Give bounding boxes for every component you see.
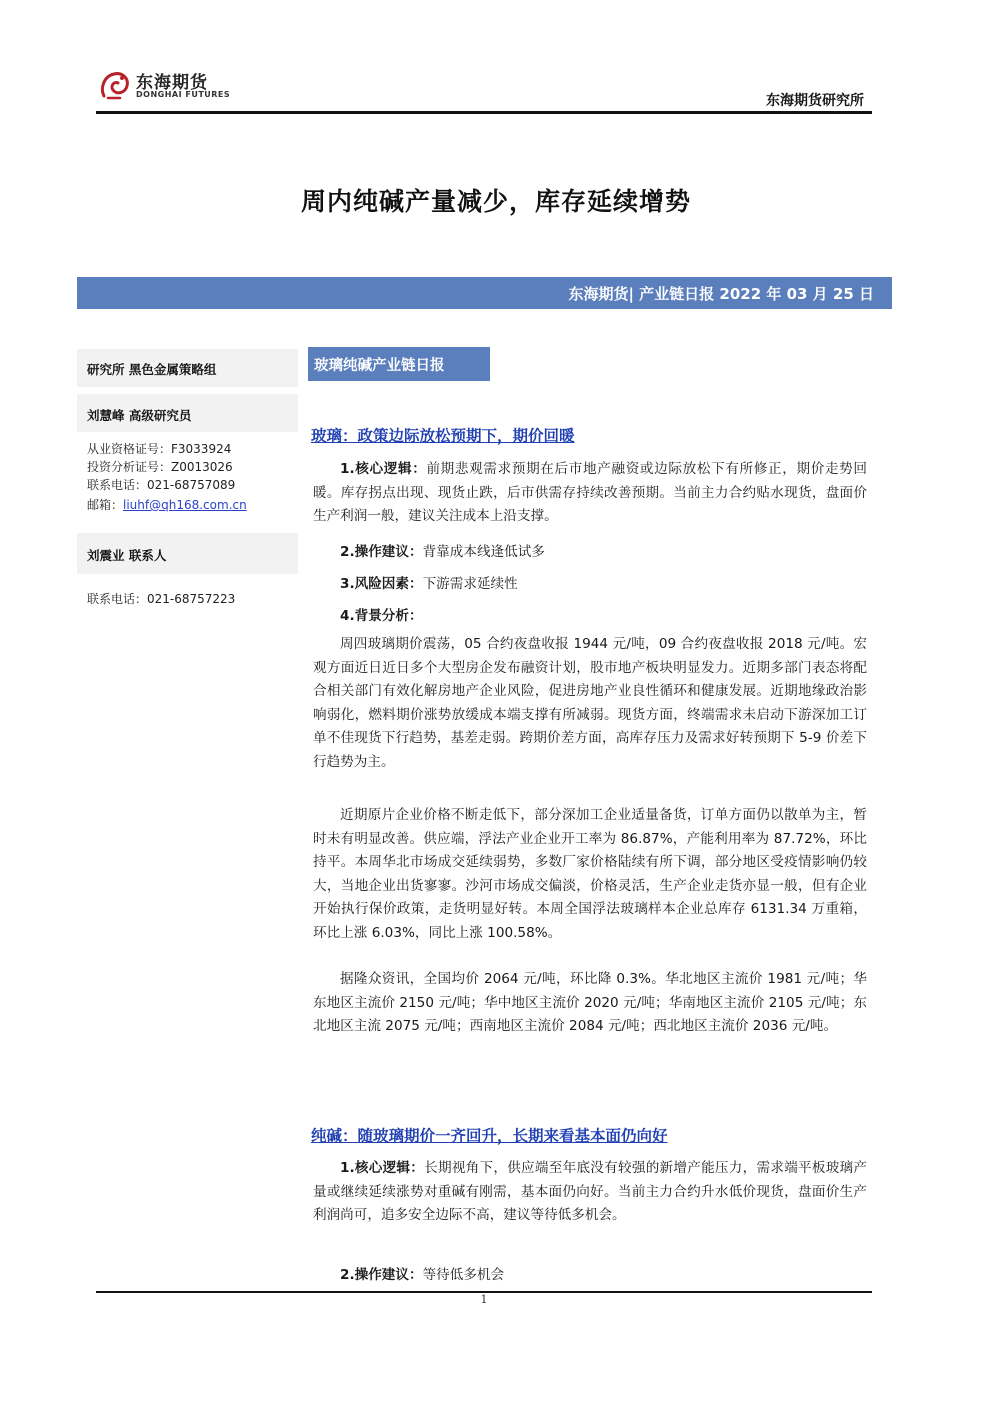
header-organization: 东海期货研究所 — [766, 93, 864, 109]
analyst-cert-2: 投资分析证号：Z0013026 — [87, 460, 233, 474]
glass-background-para-2: 近期原片企业价格不断走低下，部分深加工企业适量备货，订单方面仍以散单为主，暂时未有明显改善。供应端，浮法产业企业开工率为 86.87%，产能利用率为 87.72%，环比持平。本周华北市场成交延续弱势，多数厂家价格陆续有所下调，部分地区受疫情影响仍较大，当地企业出货寥寥。沙河市场成交偏淡，价格灵活，生产企业走货亦显一般，但有企业开始执行保价政策，走货明显好转。本周全国浮法玻璃样本企业总库存 6131.34 万重箱，环比上涨 6.03%，同比上涨 100.58%。 — [313, 807, 867, 941]
soda-advice-label: 2.操作建议： — [340, 1267, 423, 1283]
glass-background-para-1: 周四玻璃期价震荡，05 合约夜盘收报 1944 元/吨，09 合约夜盘收报 2018 元/吨。宏观方面近日近日多个大型房企发布融资计划，股市地产板块明显发力。近期多部门表态将配合相关部门有效化解房地产企业风险，促进房地产业良性循环和健康发展。近期地缘政治影响弱化，燃料期价涨势放缓成本端支撑有所减弱。现货方面，终端需求未启动下游深加工订单不佳现货下行趋势，基差走弱。跨期价差方面，高库存压力及需求好转预期下 5-9 价差下行趋势为主。 — [313, 636, 867, 770]
glass-advice-label: 2.操作建议： — [340, 544, 423, 560]
glass-risk — [340, 572, 518, 592]
glass-heading[interactable]: 玻璃：政策边际放松预期下，期价回暖 — [311, 427, 575, 445]
glass-logic-text: 前期悲观需求预期在后市地产融资或边际放松下有所修正，期价走势回暖。库存拐点出现、现货止跌，后市供需存持续改善预期。当前主力合约贴水现货，盘面价生产利润一般，建议关注成本上沿支撑。 — [313, 461, 868, 525]
soda-advice-text: 等待低多机会 — [422, 1267, 505, 1283]
glass-risk-label: 3.风险因素： — [340, 576, 423, 592]
analyst-email-row — [87, 496, 247, 513]
soda-logic-text: 长期视角下，供应端至年底没有较强的新增产能压力，需求端平板玻璃产量或继续延续涨势对重碱有刚需，基本面仍向好。当前主力合约升水低价现货，盘面价生产利润尚可，追多安全边际不高，建议等待低多机会。 — [313, 1160, 868, 1224]
analyst-name-title: 刘慧峰 高级研究员 — [87, 408, 192, 423]
logo-chinese-name: 东海期货 — [136, 73, 208, 93]
analyst-phone: 联系电话：021-68757089 — [87, 478, 236, 492]
logo-english-name: DONGHAI FUTURES — [136, 90, 231, 99]
section-label-box — [308, 347, 490, 381]
soda-core-logic — [313, 1157, 867, 1228]
header-divider — [96, 111, 872, 114]
section-label: 玻璃纯碱产业链日报 — [314, 358, 445, 374]
contact-phone: 联系电话：021-68757223 — [87, 592, 236, 606]
soda-advice — [340, 1263, 504, 1283]
soda-logic-label: 1.核心逻辑： — [340, 1160, 425, 1176]
dragon-logo-icon — [98, 68, 132, 102]
page-number: 1 — [480, 1293, 488, 1306]
glass-advice-text: 背靠成本线逢低试多 — [422, 544, 545, 560]
sidebar-department: 研究所 黑色金属策略组 — [87, 362, 217, 377]
glass-background-para-3: 据隆众资讯，全国均价 2064 元/吨，环比降 0.3%。华北地区主流价 1981 元/吨；华东地区主流价 2150 元/吨；华中地区主流价 2020 元/吨；华南地区主流价 2105 元/吨；东北地区主流 2075 元/吨；西南地区主流价 2084 元/吨；西北地区主流价 2036 元/吨。 — [313, 971, 867, 1035]
glass-logic-label: 1.核心逻辑： — [340, 461, 427, 477]
banner-text: 东海期货| 产业链日报 2022 年 03 月 25 日 — [568, 285, 874, 303]
glass-advice — [340, 540, 545, 560]
analyst-email-link[interactable]: liuhf@qh168.com.cn — [123, 498, 247, 512]
report-title: 周内纯碱产量减少，库存延续增势 — [300, 187, 691, 216]
contact-name-title: 刘震业 联系人 — [87, 548, 167, 563]
email-label: 邮箱： — [87, 498, 124, 512]
analyst-cert-1: 从业资格证号：F3033924 — [87, 442, 232, 456]
glass-background-heading — [340, 604, 423, 624]
company-logo — [98, 66, 238, 106]
soda-heading[interactable]: 纯碱：随玻璃期价一齐回升，长期来看基本面仍向好 — [311, 1127, 668, 1145]
glass-core-logic — [313, 458, 867, 529]
report-banner — [77, 277, 892, 309]
glass-bg-label: 4.背景分析： — [340, 608, 423, 624]
glass-risk-text: 下游需求延续性 — [422, 576, 518, 592]
